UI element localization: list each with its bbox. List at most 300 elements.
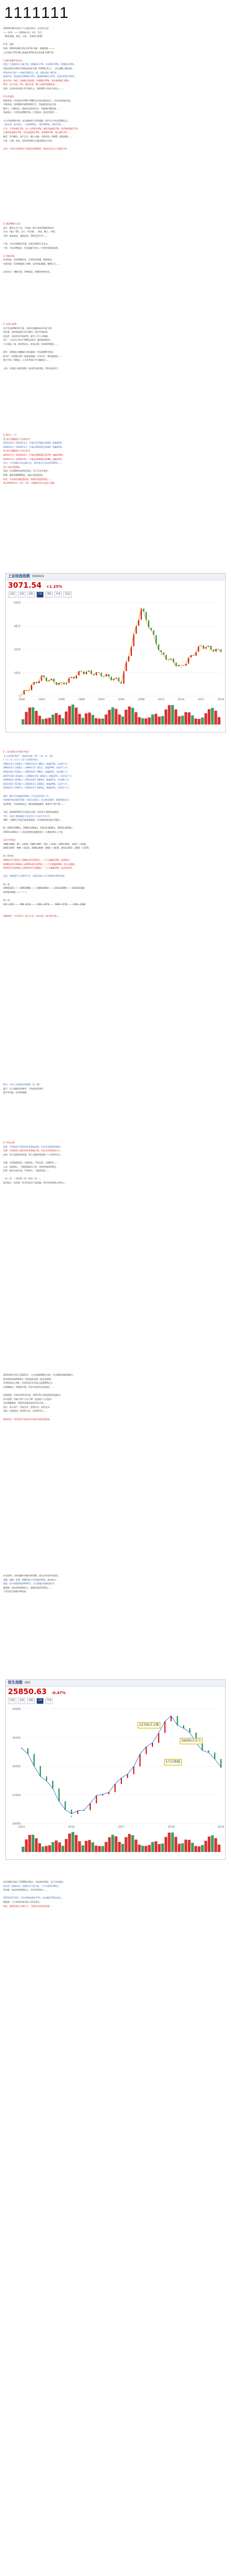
section-hk-summary <box>3 1880 225 1908</box>
volume-bar <box>111 707 114 725</box>
data-point <box>220 651 222 652</box>
volume-bar <box>165 1837 167 1852</box>
volume-bar <box>141 1846 144 1852</box>
volume-bar <box>145 718 147 725</box>
x-tick-label: 2019 <box>217 698 225 701</box>
text-line: 补充说明：全球金融市场联动性增强，需关注外部市场变化； <box>3 1574 60 1577</box>
text-line: 长期展望：中国经济转型升级，消费升级与科技创新双轮驱动； <box>3 1393 62 1396</box>
volume-bar <box>155 1841 157 1851</box>
text-line <box>3 362 225 366</box>
text-line: 2008年10月1664点→2009年8月3478点，十个月涨幅109%，四万亿刺激； <box>3 862 77 866</box>
text-line: 风险：估值泡沫、结构性分化、流动性拐点…… <box>3 1409 47 1413</box>
volume-bar <box>141 718 144 725</box>
volume-bar <box>124 709 127 724</box>
data-point <box>180 666 181 667</box>
text-line: 作者：国际 <box>3 43 14 46</box>
text-line <box>3 1413 225 1417</box>
volume-bar <box>185 712 187 724</box>
volume-bar <box>185 1839 187 1851</box>
x-tick-label: 2008 <box>138 698 145 701</box>
text-line <box>3 834 225 838</box>
volume-bar <box>161 1843 164 1851</box>
text-line: 美股：道指、标普、纳指均处于历史高位附近，波动加大； <box>3 1578 58 1581</box>
text-line: 证监会：深化资本市场改革，提升上市公司质量； <box>3 334 50 337</box>
text-line: (2019年08月23日) 今日股市收评：以后的主攻？ <box>3 27 50 30</box>
volume-bar <box>214 710 217 724</box>
candle <box>133 1766 134 1774</box>
text-line: 情绪：融资余额9000亿，较高点明显回落； <box>3 473 45 476</box>
text-line: 2. 操盘策略与关注： <box>3 222 23 225</box>
candle <box>152 1743 153 1746</box>
volume-bar <box>78 713 81 724</box>
candle <box>158 1733 159 1743</box>
volume-bar <box>88 712 91 725</box>
y-tick-label: 22000 <box>12 1793 21 1797</box>
chart-tab[interactable]: 周K <box>27 1698 34 1704</box>
x-tick-label: 2015 <box>18 1825 25 1829</box>
text-line: 2019(2440) —— ？？？ <box>3 890 28 894</box>
text-line: 欧央行：或将推出新一轮宽松措施；日本央行：维持超宽松…… <box>3 354 62 358</box>
volume-bar <box>188 1839 190 1851</box>
y-tick-label: 3250 <box>14 648 21 651</box>
volume-bar <box>105 1841 108 1851</box>
volume-bar <box>25 712 27 725</box>
chart-tab[interactable]: 年K <box>45 1698 53 1704</box>
volume-bar <box>72 704 74 725</box>
text-line: (3) 当前位置判断： <box>3 465 22 468</box>
text-line <box>3 346 225 351</box>
volume-bar <box>52 1842 54 1852</box>
text-line: 中期来看，逆周期调节政策持续发力，科技板块仍是主线； <box>3 103 58 106</box>
series-line <box>22 1716 221 1813</box>
volume-bar <box>151 1842 154 1852</box>
candle <box>65 1801 66 1810</box>
section-global <box>3 1574 225 1594</box>
text-line: 外汇：人民币汇率在7.05附近波动，整体保持稳定； <box>3 339 52 342</box>
volume-bar <box>205 1840 207 1851</box>
x-tick-label: 2014 <box>178 698 185 701</box>
volume-bar <box>161 716 164 724</box>
text-line: 内部风险：经济数据低于预期、信用风险暴露、解禁压力…… <box>3 262 60 265</box>
volume-bar <box>201 1845 204 1851</box>
chart2-period-tabs <box>6 1697 225 1705</box>
x-tick-label: 2016 <box>68 1825 75 1829</box>
text-line: 结论：港股估值已具吸引力，可逐步布局优质蓝筹…… <box>3 1904 54 1907</box>
y-tick-label: 6500 <box>14 601 21 605</box>
volume-bar <box>201 717 204 724</box>
chart-tab[interactable]: 月K <box>36 1698 44 1704</box>
volume-bar <box>134 1839 137 1852</box>
volume-bar <box>171 1832 174 1852</box>
text-line: 节奏：逢高减仓，逢低加仓，保持灵活应对…… <box>3 234 47 237</box>
text-line: 第三表： <box>3 898 12 901</box>
text-line <box>3 1173 225 1177</box>
volume-bar <box>181 1843 184 1852</box>
text-line <box>3 894 225 898</box>
candle <box>96 1795 97 1803</box>
volume-bar <box>81 718 84 725</box>
volume-bar <box>55 1840 57 1852</box>
text-line: 上证综指 2751.85 深成指 8791.63 创业板 1587.31 <box>3 51 54 54</box>
volume-bar <box>128 706 131 724</box>
text-line: (1) 最大跌幅统计与估值对比： <box>3 437 32 440</box>
text-line: 方向：科技（5G、芯片、华为链）、黄金、稀土、券商； <box>3 230 57 233</box>
data-point <box>161 654 162 655</box>
text-line: 外资持续流入A股，北向资金全年净流入超3000亿元； <box>3 1381 54 1385</box>
volume-bar <box>134 712 137 725</box>
volume-bar <box>42 719 44 724</box>
volume-bar <box>48 1845 51 1852</box>
candle <box>77 1810 78 1813</box>
volume-bar <box>48 718 51 725</box>
text-line <box>3 143 225 147</box>
candle <box>189 1728 190 1732</box>
text-line <box>3 906 225 910</box>
text-line: 逆向：别人恐惧时我贪婪，别人贪婪时我恐惧——巴菲特名言； <box>3 1153 62 1156</box>
text-line: 最终结论：坚定看好中国资本市场的长期发展前景。 <box>3 1417 52 1421</box>
volume-bar <box>105 714 108 724</box>
text-line: 5. 上证综指历年"熊市"统计： <box>3 750 31 753</box>
text-line: 2019年8月23日至2021年：上证综指4000点目标，沪深300突破5000点， <box>3 1374 75 1376</box>
volume-bar <box>98 1846 101 1851</box>
text-line: 1992年5月 1429点 → 1992年11月 386点，跌幅73%，历时6个月； <box>3 762 70 765</box>
data-point <box>21 694 22 695</box>
text-line: 机会：核心资产、科技龙头、消费龙头、医药龙头； <box>3 1405 52 1408</box>
volume-bar <box>95 718 98 724</box>
volume-bar <box>58 1842 61 1851</box>
section-macro <box>3 322 225 370</box>
text-line: 行业：半导体涨3.2%，电子元件涨2.8%，通信设备涨2.5%，软件服务涨2.1%， <box>3 127 80 130</box>
text-line: 成交：牛市高峰日成交超2万亿，熊市低谷日成交约2500亿…… <box>3 462 63 465</box>
candle <box>139 1754 140 1766</box>
candle <box>34 1754 35 1766</box>
chart-price-value: 3071.54 <box>8 581 42 590</box>
chart-tab[interactable]: 季K <box>45 591 53 598</box>
text-line: 附：2005年998点、2008年1664点、2013年1849点、2016年2638点、 <box>3 826 74 830</box>
hang-seng-chart <box>5 1679 226 1860</box>
candle <box>46 1776 47 1780</box>
chart-plot <box>6 598 225 728</box>
text-line: 大宗商品：铜、铝价格承压，黄金走强，原油弱势震荡…… <box>3 342 58 345</box>
text-line: 黄金价格大涨——突破1500美元一线，国际原油下跌1%…… <box>3 71 61 74</box>
volume-bar <box>22 719 24 725</box>
text-line: 国内市场：A股三大指数全线收涨，沪指涨0.45%，创业板指涨1.26%， <box>3 79 71 82</box>
chart2-note-resistance: 26000点压力 <box>180 1738 203 1744</box>
volume-bar <box>151 714 154 725</box>
volume-bar <box>121 1844 124 1851</box>
chart2-header <box>6 1680 225 1687</box>
y-tick-label: 30000 <box>12 1736 21 1740</box>
volume-bar <box>32 1835 34 1852</box>
volume-bar <box>81 1845 84 1852</box>
volume-bar <box>171 705 174 725</box>
volume-bar <box>75 1835 78 1851</box>
volume-bar <box>114 709 117 725</box>
x-tick-label: 1999 <box>78 698 85 701</box>
volume-bar <box>211 1835 214 1852</box>
data-point <box>220 1766 222 1768</box>
text-line: 底部特征：市场情绪冰点、破净股数量激增、新增开户数下降…… <box>3 802 64 805</box>
volume-bar <box>175 709 177 725</box>
text-line: 时间：2019年08月23日15:36 来源：本地博客 ——— <box>3 46 55 50</box>
volume-bar <box>45 1846 47 1852</box>
volume-bar <box>168 1832 170 1852</box>
text-line: 2015年6月 5178点 → 2016年1月 2638点，跌幅49%，历时7个月； <box>3 782 70 785</box>
text-line: 操作上：控制仓位，逢低布局优质龙头，回避高位题材股…… <box>3 107 60 110</box>
chart-tab[interactable]: 分时 <box>8 1698 16 1704</box>
volume-bar <box>101 1846 104 1851</box>
text-line: 判断：大概率已经度过最悲观阶段，中长期底部区域已经确立。 <box>3 819 62 822</box>
text-line <box>3 54 225 59</box>
volume-bar <box>72 1832 74 1852</box>
text-line: 325→1052 —— 998→6124 —— 1664→3478 —— 1849→5178 —— 2440→3288 <box>3 902 85 906</box>
volume-bar <box>108 710 111 725</box>
text-line: 另外，白酒、家电、医药等消费白马股表现较为平淡。 <box>3 139 54 142</box>
x-tick-label: 2018 <box>168 1825 175 1829</box>
text-line: 4. 附录——下： <box>3 434 19 436</box>
data-point <box>71 1816 72 1817</box>
text-line: 一次一次：一次次的一次一次次一次…… <box>3 1177 41 1180</box>
text-line: 1990-1992：95 → 1429；1996-1997：512 → 1510；1999-2001：1047 → 2245； <box>3 842 88 845</box>
volume-bar <box>58 714 61 724</box>
section-bear-market-stats <box>3 750 225 918</box>
text-line: 港股通：南向资金持续流入，港股估值优势明显…… <box>3 1586 52 1589</box>
data-point <box>200 645 201 646</box>
volume-bar <box>85 1840 88 1851</box>
text-line: 附录：历年上证综指年线涨跌一览（略） <box>3 1083 41 1086</box>
chart-tab[interactable]: 月K <box>36 591 44 598</box>
text-line: 对比：本轮下跌的幅度与时长均小于历史平均水平； <box>3 814 52 817</box>
text-line <box>3 115 225 119</box>
data-point <box>61 684 62 685</box>
volume-bar <box>191 715 194 724</box>
x-tick-label: 2011 <box>158 698 165 701</box>
volume-bar <box>128 1834 131 1851</box>
chart2-note-support: 22700点支撑 <box>138 1722 160 1728</box>
text-line: (一) (一)(二) (三)：(1) 当年熊市统计 <box>3 758 38 761</box>
volume-bar <box>95 1845 98 1851</box>
text-line: 3. 风险因素： <box>3 254 17 257</box>
chart2-price-value: 25850.63 <box>8 1688 47 1696</box>
text-line <box>3 806 225 810</box>
text-line: (2) 最大涨幅统计与成交对比： <box>3 449 32 453</box>
candle <box>220 1759 222 1767</box>
candle <box>183 1725 184 1728</box>
text-line: 资产配置：房地产资产占比下降，权益资产占比提升； <box>3 1397 54 1400</box>
volume-bar <box>111 1835 114 1852</box>
text-line <box>3 238 225 242</box>
volume-bar <box>211 708 214 725</box>
volume-bar <box>138 717 141 725</box>
chart-period-tabs <box>6 591 225 598</box>
y-tick-label: 18000 <box>12 1822 21 1826</box>
text-line <box>3 91 225 95</box>
text-line: 风险提示：中美贸易摩擦升级、汇率波动、流动性收紧…… <box>3 111 58 114</box>
text-line: 2014年7月—2015年6月：沪指从2000涨至5178，涨幅159%； <box>3 453 65 456</box>
volume-bar <box>145 1846 147 1852</box>
volume-bar <box>138 1845 141 1852</box>
text-line: 港股通：今日南向资金净流入12亿港元； <box>3 1900 42 1903</box>
volume-bar <box>35 711 37 725</box>
y-tick-label: 1625 <box>14 671 21 675</box>
text-line: 央行发布LPR改革方案，实体经济融资成本有望下降； <box>3 326 54 330</box>
text-line: 海外：美联储主席鲍威尔讲话偏鸽，市场预期9月降息； <box>3 351 55 354</box>
text-line <box>3 850 225 854</box>
text-line: 【上证综指"熊市"：底部历年新一周——第一次一次】 <box>3 754 54 757</box>
chart-tab[interactable]: 周K <box>27 591 34 598</box>
volume-bar <box>165 709 167 725</box>
volume-bar <box>191 1842 194 1851</box>
text-line: 2018年1月—2019年1月：沪指从3587跌至2440，跌幅32%； <box>3 445 64 448</box>
volume-bar <box>28 1835 31 1851</box>
text-line: 仓位：维持五至六成，不追高，耐心等待回调低吸机会； <box>3 226 56 229</box>
x-tick-label: 1993 <box>38 698 45 701</box>
chart-tab[interactable]: 日K <box>18 1698 25 1704</box>
section-psychology <box>3 1141 225 1185</box>
text-line: 板块：电子信息、5G、通信设备、稀土永磁等涨幅居前…… <box>3 83 59 86</box>
text-line <box>3 1389 225 1393</box>
text-line: 今日市场情绪平稳，成交量较昨日有所萎缩，两市合计成交5200亿元。 <box>3 119 70 122</box>
volume-bar <box>148 1845 150 1851</box>
text-line: 2019年1月2440点→2019年4月3288点，三个月涨幅35%，流动性改善； <box>3 867 74 870</box>
volume-bar <box>155 713 157 724</box>
volume-bar <box>65 1839 68 1852</box>
chart-tab[interactable]: 日K <box>18 591 25 598</box>
text-line: 1994(325) —— 2005(998) —— 2008(1664) —— 2013(1849) —— 2016(2638) <box>3 887 85 890</box>
text-line: 第二类对比： <box>3 854 16 858</box>
y-tick-label: 0 <box>18 694 21 698</box>
data-point <box>41 676 42 678</box>
volume-bar <box>178 1844 180 1852</box>
chart2-price-change: -0.47% <box>51 1691 66 1695</box>
text-line: 贪婪：市场持续上涨时投资者普遍乐观，往往在顶部追高买入； <box>3 1149 62 1152</box>
x-tick-label: 2017 <box>197 698 205 701</box>
text-line: 新兴市场：阿根廷、土耳其等国汇率大幅波动…… <box>3 359 50 362</box>
text-line: 周期规律：平均每7年一轮大牛市，每3-4年一轮中级行情…… <box>3 915 61 918</box>
text-line: 发改委：加快推进重大项目建设，稳定有效投资； <box>3 331 50 334</box>
volume-bar <box>158 1844 160 1852</box>
text-line: 每轮熊市底部通常伴随：估值历史低位、成交极度萎缩、政策密集出台； <box>3 798 71 802</box>
text-line: 总结：每轮熊市之后都有牛市，底部区域买入并长期持有胜率较高。 <box>3 875 66 878</box>
text-line: 恒生指数目前位于25850点附近，市盈率约10倍，处于历史低位； <box>3 1881 65 1883</box>
text-line: 6. 市场心理： <box>3 1141 17 1144</box>
text-line: 历年牛市统计： <box>3 839 18 842</box>
text-line <box>3 1157 225 1161</box>
text-line: 创业板指突破3000点；科技股迎来新一轮估值重塑； <box>3 1377 53 1380</box>
candle <box>71 1809 72 1813</box>
shanghai-index-chart <box>5 573 226 732</box>
volume-bar <box>45 718 47 725</box>
data-point <box>81 671 82 672</box>
chart-price <box>6 580 225 591</box>
volume-bar <box>175 1837 177 1852</box>
page-title: 1111111 <box>4 4 70 22</box>
chart2-price <box>6 1687 225 1697</box>
volume-bar <box>118 714 121 724</box>
text-line: 2005-2007：998 → 6124；2008-2009：1664 → 3478；2014-2015：2000 → 5178； <box>3 847 91 850</box>
chart-tab[interactable]: 分时 <box>8 591 16 598</box>
section-appendix <box>3 433 225 485</box>
candle <box>59 1788 60 1801</box>
text-line <box>3 250 225 254</box>
volume-bar <box>131 1835 134 1852</box>
section-strategy <box>3 222 225 274</box>
candle <box>146 1746 147 1754</box>
volume-bar <box>168 705 170 725</box>
text-line <box>3 910 225 915</box>
volume-bar <box>121 716 124 724</box>
data-point <box>171 1715 172 1716</box>
volume-bar <box>198 719 200 725</box>
text-line: 估值：沪深300市盈率约12倍，处于历史中低位； <box>3 469 50 473</box>
text-line: 概念：华为概念、国产芯片、稀土永磁、无线耳机、OLED、超清视频…… <box>3 135 72 138</box>
text-line: （期货金融、黄金、天使 、全球资产配置） <box>3 35 44 38</box>
volume-bar <box>65 711 68 725</box>
volume-bar <box>131 708 134 725</box>
chart-tab[interactable]: 更多 <box>63 591 72 598</box>
text-line: 恐惧：市场持续下跌时投资者普遍恐慌，往往在底部割肉离场； <box>3 1145 62 1148</box>
volume-bar <box>148 717 150 724</box>
chart-index-name: 上证综指指数 <box>8 574 30 579</box>
text-line <box>3 870 225 875</box>
x-tick-label: 2002 <box>98 698 105 701</box>
chart-tab[interactable]: 年K <box>54 591 62 598</box>
section-market-summary <box>3 26 225 151</box>
text-line: 最后提示：投资是一场马拉松而不是短跑，要有足够的耐心和信心。 <box>3 1181 66 1184</box>
text-line: (4) 2019年1月、4月、5月：关键时间节点复盘与回顾。 <box>3 482 56 485</box>
candle <box>27 1748 28 1754</box>
volume-bar <box>68 706 71 725</box>
candle <box>40 1766 41 1776</box>
text-line: 1993年2月 1558点 → 1994年7月 325点，跌幅79%，历时17个月； <box>3 766 70 769</box>
chart2-index-name: 恒生指数 <box>8 1680 23 1685</box>
volume-bar <box>124 1837 127 1851</box>
data-point <box>21 1747 22 1748</box>
text-line: —— 作者：—— 2019年1月、4月、5月） <box>3 31 44 34</box>
volume-bar <box>181 716 184 725</box>
text-line: 1994年7月325点→1994年9月1052点，三个月涨幅224%，政策救市； <box>3 859 72 862</box>
x-tick-label: 2019 <box>217 1825 225 1829</box>
volume-bar <box>42 1846 44 1851</box>
text-line: 股市有风险，投资需谨慎。 <box>3 1091 28 1094</box>
volume-bar <box>208 1836 210 1851</box>
volume-bar <box>32 707 34 725</box>
volume-bar <box>158 717 160 725</box>
volume-bar <box>75 707 78 724</box>
volume-bar <box>52 714 54 725</box>
chart2-plot <box>6 1705 225 1855</box>
y-tick-label: 26000 <box>12 1765 21 1768</box>
text-line: 个股：关注业绩确定性强、估值合理的行业龙头。 <box>3 242 50 245</box>
chart-index-code: 000001 <box>32 575 44 579</box>
volume-bar <box>195 1846 197 1851</box>
text-line <box>3 790 225 794</box>
text-line: 下周：关注LPR报价、杰克逊霍尔会议、中美经贸磋商进展。 <box>3 246 60 249</box>
volume-bar <box>62 718 64 725</box>
chart2-note-break: 5月后跌破 <box>164 1759 182 1765</box>
volume-bar <box>62 1846 64 1852</box>
text-line: 2009年8月 3478点 → 2013年6月 1849点，跌幅47%，历时46个月； <box>3 778 71 782</box>
text-line: 1.国际金融市场动态： <box>3 59 24 62</box>
text-line: 总结：市场在外部扰动下展现出较强韧性，科技成长是当下最强主线。 <box>3 147 69 150</box>
text-line: 外部风险：贸易摩擦反复、全球经济放缓、地缘政治； <box>3 258 54 261</box>
text-line: 实践：定投指数基金、分批建仓、严格止损、长期持有…… <box>3 1161 58 1164</box>
text-line: 美股三大指数周五大幅下挫，道指跌2.37%，标普跌2.59%，纳指跌3.00%， <box>3 63 76 66</box>
volume-bar <box>68 1834 71 1852</box>
text-line: 居民储蓄搬家：理财资金逐步流向资本市场…… <box>3 1402 47 1405</box>
volume-bar <box>108 1837 111 1852</box>
text-line: 2018年1月 3587点 → 2019年1月 2440点，跌幅32%，历时12个月； <box>3 786 71 789</box>
